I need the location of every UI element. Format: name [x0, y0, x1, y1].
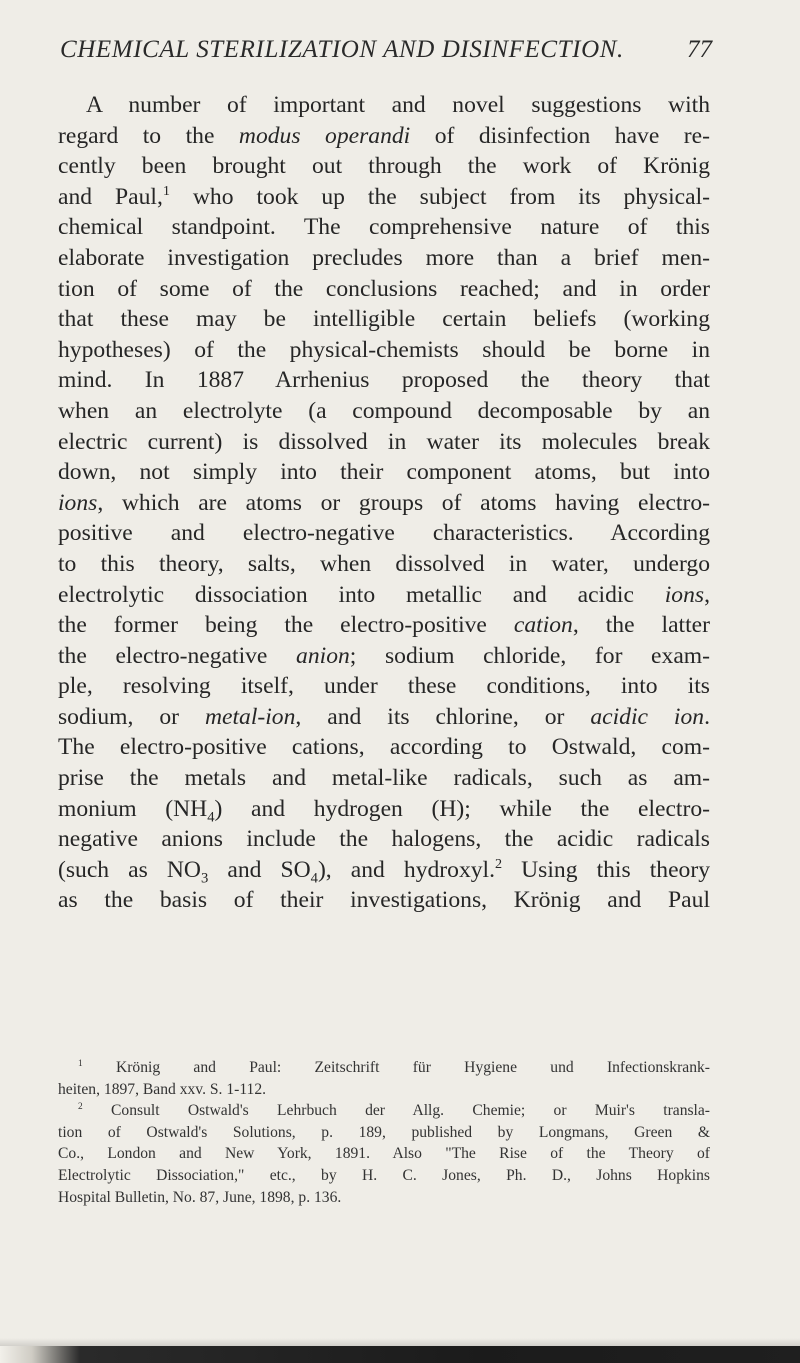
text-run: cently been brought out through the work of Krönig	[58, 153, 710, 180]
text-run: (such as NO	[58, 856, 201, 883]
chemical-subscript: 4	[310, 870, 318, 887]
text-line	[58, 885, 710, 916]
italic-term: cation	[513, 612, 573, 639]
text-line	[58, 794, 710, 825]
text-run: tion of some of the conclusions reached; and in order	[58, 275, 710, 302]
text-run: regard to the	[58, 122, 239, 149]
text-line	[58, 580, 710, 611]
text-run: to this theory, salts, when dissolved in water, undergo	[58, 550, 710, 577]
text-line	[58, 610, 710, 641]
text-run: Electrolytic Dissociation," etc., by H. C. Jones, Ph. D., Johns Hopkins	[58, 1166, 710, 1184]
text-run: elaborate investigation precludes more than a brief men-	[58, 244, 710, 271]
text-run: electrolytic dissociation into metallic and acidic	[58, 581, 665, 608]
italic-term: acidic ion	[590, 703, 705, 730]
text-run: chemical standpoint. The comprehensive nature of this	[58, 214, 710, 241]
text-line	[58, 702, 710, 733]
text-line	[58, 151, 710, 182]
text-line	[58, 212, 710, 243]
text-run: and SO	[208, 856, 311, 883]
footnote-line	[58, 1187, 710, 1209]
footnote-marker: 1	[162, 182, 170, 199]
footnote-line	[58, 1100, 710, 1122]
text-run: ) and hydrogen (H); while the electro-	[214, 795, 711, 822]
text-run: ; sodium chloride, for exam-	[349, 642, 711, 669]
text-line	[58, 732, 710, 763]
text-run: as the basis of their investigations, Krönig and Paul	[58, 887, 710, 914]
footnote-line	[58, 1057, 710, 1079]
footnote-line	[58, 1079, 710, 1101]
text-line	[58, 90, 710, 121]
page-edge-shadow	[0, 1338, 800, 1346]
footnote-marker: 2	[495, 855, 503, 872]
italic-term: anion	[296, 642, 350, 669]
text-run: Consult Ostwald's Lehrbuch der Allg. Chemie; or Muir's transla-	[82, 1102, 710, 1120]
italic-term: modus operandi	[238, 122, 411, 149]
text-run: heiten, 1897, Band xxv. S. 1-112.	[58, 1080, 267, 1098]
text-line	[58, 396, 710, 427]
text-run: , which are atoms or groups of atoms having electro-	[97, 489, 710, 516]
text-run: Using this theory	[502, 856, 710, 883]
text-run: monium (NH	[58, 795, 208, 822]
text-line	[58, 274, 710, 305]
text-run: ,	[704, 581, 710, 608]
text-run: hypotheses) of the physical-chemists should be borne in	[58, 336, 710, 363]
text-run: ple, resolving itself, under these conditions, into its	[58, 673, 710, 700]
italic-term: ions	[664, 581, 705, 608]
text-line	[58, 304, 710, 335]
text-line	[58, 671, 710, 702]
text-line	[58, 549, 710, 580]
text-run: A number of important and novel suggestions with	[86, 92, 710, 118]
footnote-line	[58, 1165, 710, 1187]
text-line	[58, 855, 710, 886]
text-run: who took up the subject from its physical-	[169, 183, 710, 210]
text-run: Hospital Bulletin, No. 87, June, 1898, p. 136.	[58, 1188, 342, 1206]
footnote-marker: 1	[78, 1058, 83, 1069]
text-line	[58, 763, 710, 794]
text-run: .	[704, 703, 710, 730]
text-run: sodium, or	[58, 703, 205, 730]
text-run: prise the metals and metal-like radicals, such as am-	[58, 765, 710, 792]
text-run: tion of Ostwald's Solutions, p. 189, published by Longmans, Green &	[58, 1123, 710, 1141]
chemical-subscript: 3	[200, 870, 209, 887]
page-number: 77	[687, 36, 712, 63]
text-run: electric current) is dissolved in water its molecules break	[58, 428, 710, 455]
text-line	[58, 121, 710, 152]
text-run: ), and hydroxyl.	[317, 856, 495, 883]
scan-bottom-edge	[0, 1346, 800, 1363]
text-run: positive and electro-negative characteristics. According	[58, 520, 710, 547]
text-run: and Paul,	[58, 183, 163, 210]
footnotes	[58, 1057, 710, 1208]
italic-term: metal-ion	[204, 703, 296, 730]
footnote-line	[58, 1122, 710, 1144]
text-line	[58, 335, 710, 366]
footnote-line	[58, 1143, 710, 1165]
text-run: Krönig and Paul: Zeitschrift für Hygiene und Infectionskrank-	[82, 1059, 710, 1076]
italic-term: ions	[58, 489, 98, 516]
text-run: when an electrolyte (a compound decomposable by an	[58, 397, 710, 424]
text-run: of disinfection have re-	[410, 122, 710, 149]
text-run: the former being the electro-positive	[58, 612, 514, 639]
text-line	[58, 182, 710, 213]
text-run: , the latter	[572, 612, 710, 639]
chemical-subscript: 4	[207, 809, 215, 826]
text-line	[58, 243, 710, 274]
body-paragraph	[58, 90, 710, 916]
text-line	[58, 457, 710, 488]
text-line	[58, 488, 710, 519]
footnote-marker: 2	[78, 1102, 83, 1112]
running-title: CHEMICAL STERILIZATION AND DISINFECTION.	[60, 36, 624, 63]
text-run: Co., London and New York, 1891. Also "The Rise of the Theory of	[58, 1145, 710, 1163]
text-run: negative anions include the halogens, the acidic radicals	[58, 826, 710, 853]
text-line	[58, 427, 710, 458]
text-line	[58, 824, 710, 855]
text-run: that these may be intelligible certain beliefs (working	[58, 306, 710, 333]
text-run: down, not simply into their component atoms, but into	[58, 459, 710, 486]
text-line	[58, 641, 710, 672]
text-run: The electro-positive cations, according to Ostwald, com-	[58, 734, 710, 761]
text-run: mind. In 1887 Arrhenius proposed the theory that	[58, 367, 710, 394]
running-head	[60, 32, 712, 72]
text-line	[58, 518, 710, 549]
text-run: the electro-negative	[58, 642, 297, 669]
text-line	[58, 365, 710, 396]
text-run: , and its chlorine, or	[295, 703, 591, 730]
